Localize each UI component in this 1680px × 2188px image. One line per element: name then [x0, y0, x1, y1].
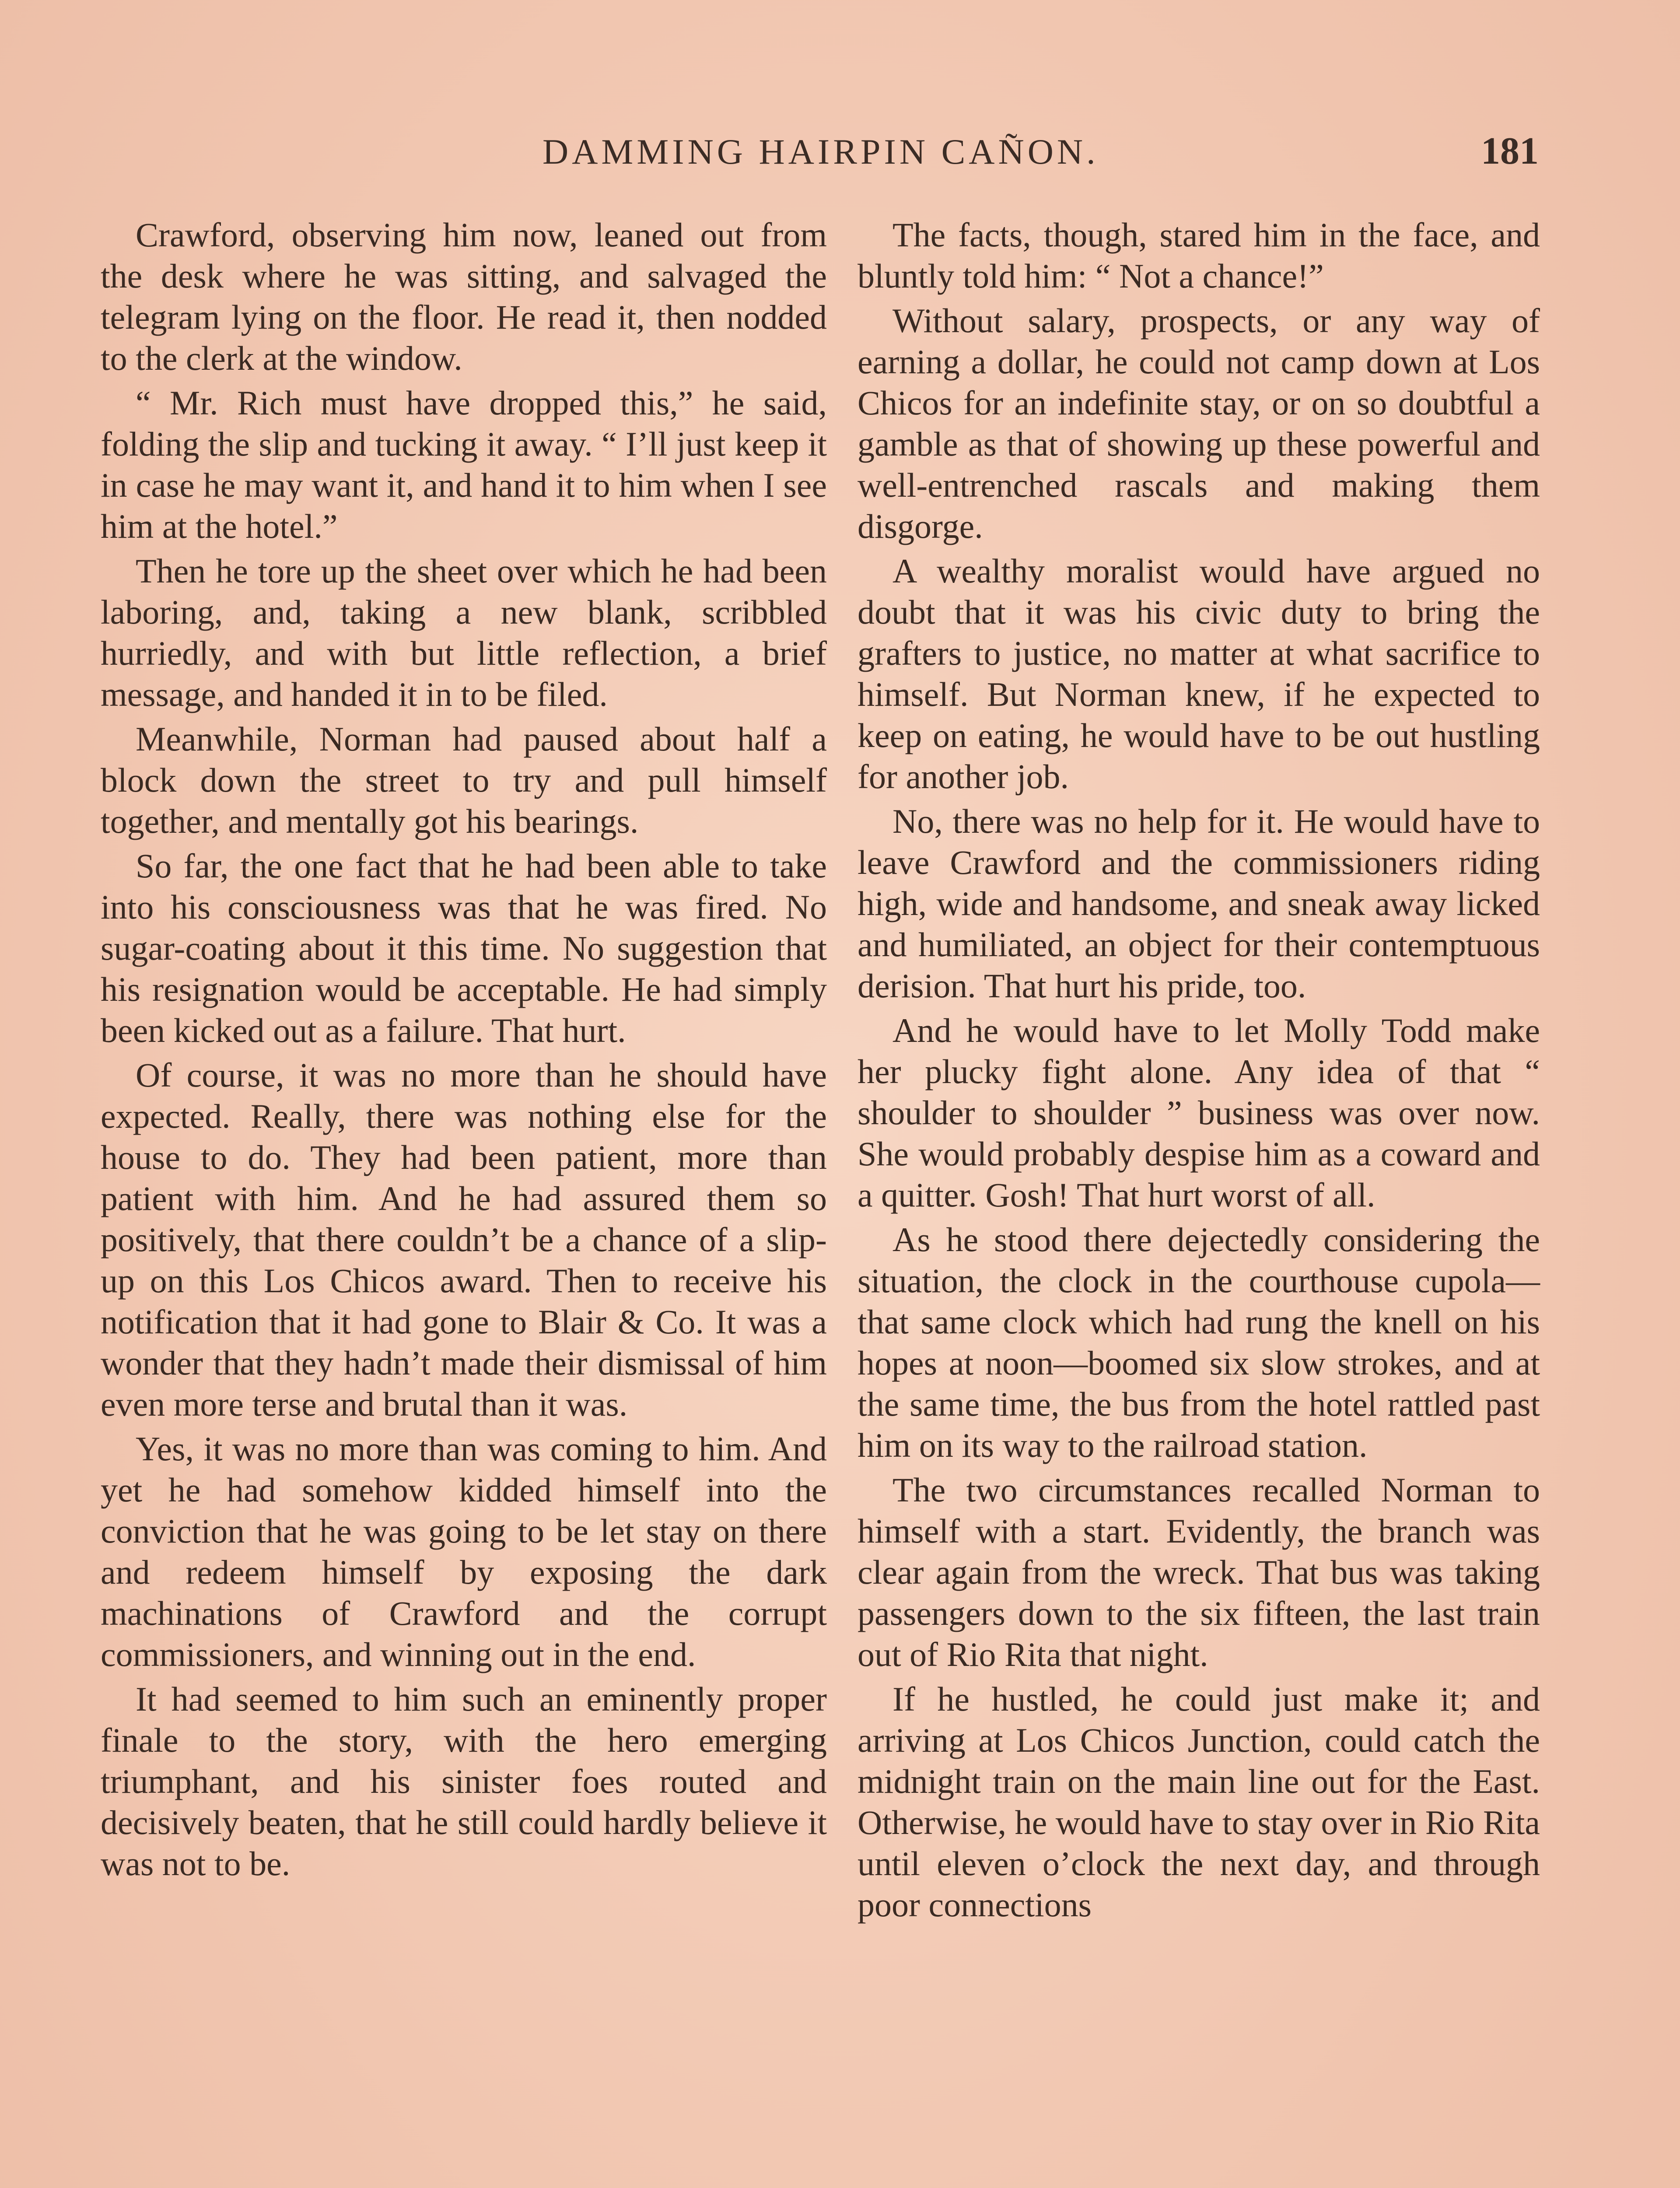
right-column [858, 214, 1540, 1925]
paragraph: The facts, though, stared him in the face, and bluntly told him: “ Not a chance!” [858, 216, 1540, 295]
page-number: 181 [1481, 130, 1539, 172]
paragraph: The two circumstances recalled Norman to himself with a start. Evidently, the branch was clear again from the wreck. That bus was taking passengers down to the six fifteen, the last train out of Rio Rita that night. [858, 1471, 1540, 1673]
paragraph: As he stood there dejectedly considering the situation, the clock in the courthouse cupola—that same clock which had rung the knell on his hopes at noon—boomed six slow strokes, and at the same time, the bus from the hotel rattled past him on its way to the railroad station. [858, 1220, 1540, 1464]
paragraph: So far, the one fact that he had been able to take into his consciousness was that he was fired. No sugar-coating about it this time. No suggestion that his resignation would be acceptable. He had simply been kicked out as a failure. That hurt. [101, 847, 827, 1049]
paragraph: Without salary, prospects, or any way of earning a dollar, he could not camp down at Los Chicos for an indefinite stay, or on so doubtful a gamble as that of showing up these powerful and well-entrenched rascals and making them disgorge. [858, 302, 1540, 545]
paragraph: If he hustled, he could just make it; and arriving at Los Chicos Junction, could catch the midnight train on the main line out for the East. Otherwise, he would have to stay over in Rio Rita until eleven o’clock the next day, and through poor connections [858, 1680, 1540, 1924]
paragraph: And he would have to let Molly Todd make her plucky fight alone. Any idea of that “ shoulder to shoulder ” business was over now. She would probably despise him as a coward and a quitter. Gosh! That hurt worst of all. [858, 1011, 1540, 1214]
paragraph: A wealthy moralist would have argued no doubt that it was his civic duty to bring the grafters to justice, no matter at what sacrifice to himself. But Norman knew, if he expected to keep on eating, he would have to be out hustling for another job. [858, 552, 1540, 796]
paragraph: Then he tore up the sheet over which he had been laboring, and, taking a new blank, scribbled hurriedly, and with but little reflection, a brief message, and handed it in to be filed. [101, 552, 827, 713]
paragraph: No, there was no help for it. He would have to leave Crawford and the commissioners riding high, wide and handsome, and sneak away licked and humiliated, an object for their contemptuous derision. That hurt his pride, too. [858, 802, 1540, 1005]
running-title: DAMMING HAIRPIN CAÑON. [542, 132, 1099, 172]
paragraph: Crawford, observing him now, leaned out from the desk where he was sitting, and salvaged the telegram lying on the floor. He read it, then nodded to the clerk at the window. [101, 216, 827, 377]
left-column [101, 214, 827, 1884]
paragraph: “ Mr. Rich must have dropped this,” he said, folding the slip and tucking it away. “ I’ll just keep it in case he may want it, and hand it to him when I see him at the hotel.” [101, 384, 827, 545]
paragraph: It had seemed to him such an eminently proper finale to the story, with the hero emerging triumphant, and his sinister foes routed and decisively beaten, that he still could hardly believe it was not to be. [101, 1680, 827, 1883]
paragraph: Yes, it was no more than was coming to him. And yet he had somehow kidded himself into the conviction that he was going to be let stay on there and redeem himself by exposing the dark machinations of Crawford and the corrupt commissioners, and winning out in the end. [101, 1430, 827, 1673]
paragraph: Meanwhile, Norman had paused about half a block down the street to try and pull himself together, and mentally got his bearings. [101, 720, 827, 840]
paragraph: Of course, it was no more than he should have expected. Really, there was nothing else for the house to do. They had been patient, more than patient with him. And he had assured them so positively, that there couldn’t be a chance of a slip-up on this Los Chicos award. Then to receive his notification that it had gone to Blair & Co. It was a wonder that they hadn’t made their dismissal of him even more terse and brutal than it was. [101, 1056, 827, 1423]
